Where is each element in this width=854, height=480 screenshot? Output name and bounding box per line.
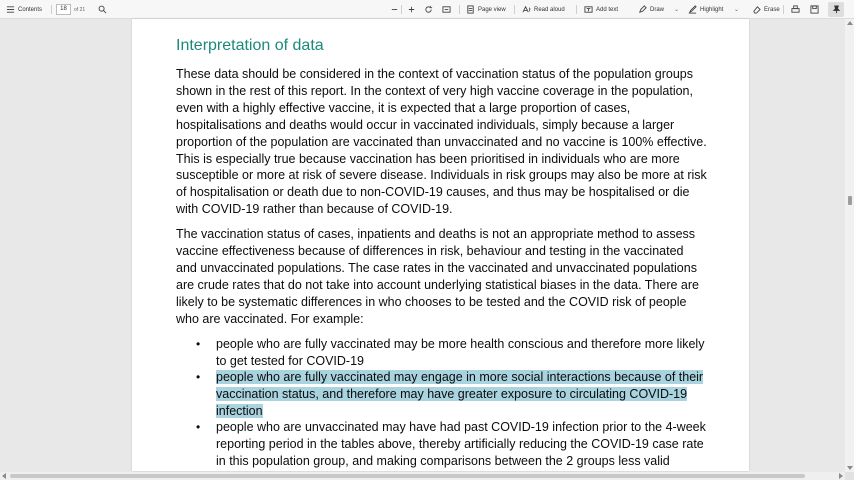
text-line: This is especially true because vaccination has been prioritised in individuals who are more — [176, 151, 680, 166]
zoom-out-button[interactable] — [390, 0, 399, 19]
text-line: shown in the rest of this report. In the context of very high vaccine coverage in the population, — [176, 83, 693, 98]
horizontal-scrollbar[interactable] — [0, 472, 845, 480]
toolbar-divider — [514, 5, 515, 14]
text-line: The vaccination status of cases, inpatients and deaths is not an appropriate method to assess — [176, 227, 696, 242]
text-line: proportion of the population are vaccinated than unvaccinated and no vaccine is 100% effective. — [176, 134, 707, 149]
paragraph-2 — [176, 226, 711, 327]
text-line: people who are fully vaccinated may be more health conscious and therefore more likely — [216, 336, 705, 351]
text-line: of hospitalisation or death due to non-COVID-19 causes, and thus may be hospitalised or die — [176, 185, 690, 200]
list-item — [196, 419, 711, 470]
page-view-icon — [466, 5, 475, 14]
highlight-button[interactable] — [688, 0, 723, 19]
chevron-down-icon: ⌄ — [674, 7, 680, 13]
read-aloud-button[interactable] — [522, 0, 565, 19]
scroll-up-arrow-icon[interactable] — [847, 21, 853, 25]
text-line: and unvaccinated populations. The case rates in the vaccinated and unvaccinated populations — [176, 260, 697, 275]
page-view-label: Page view — [478, 6, 506, 13]
add-text-icon — [584, 5, 593, 14]
text-line: with COVID-19 rather than because of COVID-19. — [176, 202, 453, 217]
save-icon — [810, 5, 819, 14]
erase-label: Erase — [764, 6, 780, 13]
print-icon — [791, 5, 800, 14]
toolbar-divider — [459, 5, 460, 14]
draw-label: Draw — [650, 6, 665, 13]
text-line: in this population group, and making comparisons between the 2 groups less valid — [216, 453, 670, 468]
paragraph-1 — [176, 66, 711, 218]
list-item-highlighted — [196, 369, 711, 420]
toolbar-divider — [576, 5, 577, 14]
chevron-down-icon: ⌄ — [734, 7, 740, 13]
zoom-in-icon — [407, 5, 416, 14]
contents-button[interactable] — [6, 0, 42, 19]
draw-options-dropdown[interactable] — [674, 0, 679, 19]
text-line: These data should be considered in the context of vaccination status of the population groups — [176, 67, 694, 81]
pdf-toolbar — [0, 0, 854, 19]
erase-icon — [752, 5, 761, 14]
text-line: who are vaccinated. For example: — [176, 311, 364, 326]
toolbar-divider — [783, 5, 784, 14]
fit-page-button[interactable] — [442, 0, 451, 19]
add-text-label: Add text — [596, 6, 619, 13]
bullet-icon: • — [196, 419, 201, 434]
page-number-input[interactable]: 18 — [56, 4, 71, 15]
contents-label: Contents — [18, 6, 43, 13]
section-heading: Interpretation of data — [176, 37, 324, 54]
text-line: likely to be systematic differences in who chooses to be tested and the COVID risk of people — [176, 294, 687, 309]
list-item — [196, 336, 711, 370]
page-content — [176, 35, 711, 469]
rotate-button[interactable] — [424, 0, 433, 19]
bullet-icon: • — [196, 369, 201, 384]
highlight-options-dropdown[interactable] — [734, 0, 739, 19]
vertical-scroll-thumb[interactable] — [848, 196, 852, 205]
page-total-label: of 21 — [74, 6, 86, 13]
document-page — [132, 19, 749, 471]
read-aloud-label: Read aloud — [534, 6, 565, 13]
fit-page-icon — [442, 5, 451, 14]
print-button[interactable] — [791, 0, 800, 19]
highlighted-text[interactable]: people who are fully vaccinated may engage in more social interactions because of their — [216, 369, 704, 384]
highlighted-text[interactable]: infection — [216, 403, 263, 418]
text-line: are crude rates that do not take into account underlying statistical biases in the data. There are — [176, 277, 699, 292]
scroll-right-arrow-icon[interactable] — [839, 473, 843, 479]
highlighted-text[interactable]: vaccination status, and therefore may have greater exposure to circulating COVID-19 — [216, 386, 688, 401]
horizontal-scroll-thumb[interactable] — [10, 474, 805, 478]
toolbar-divider — [401, 5, 402, 14]
pin-toolbar-button[interactable] — [828, 2, 844, 17]
rotate-icon — [424, 5, 433, 14]
text-line: to get tested for COVID-19 — [216, 353, 364, 368]
zoom-out-icon — [390, 5, 399, 14]
text-line: reporting period in the tables above, thereby artificially reducing the COVID-19 case rate — [216, 436, 704, 451]
scroll-left-arrow-icon[interactable] — [2, 473, 6, 479]
bullet-icon: • — [196, 336, 201, 351]
highlight-label: Highlight — [700, 6, 724, 13]
page-number-group — [56, 0, 85, 19]
text-line: even with a highly effective vaccine, it is expected that a large proportion of cases, — [176, 100, 631, 115]
read-aloud-icon — [522, 5, 531, 14]
text-line: vaccine effectiveness because of differences in risk, behaviour and testing in the vaccinated — [176, 244, 684, 259]
contents-list-icon — [6, 5, 15, 14]
draw-button[interactable] — [638, 0, 664, 19]
text-line: people who are unvaccinated may have had past COVID-19 infection prior to the 4-week — [216, 419, 706, 434]
pin-icon — [832, 5, 841, 14]
toolbar-divider — [51, 5, 52, 14]
scroll-down-arrow-icon[interactable] — [847, 466, 853, 470]
search-button[interactable] — [98, 0, 107, 19]
save-button[interactable] — [810, 0, 819, 19]
text-line: hospitalisations and deaths would occur in vaccinated individuals, simply because a larger — [176, 117, 675, 132]
erase-button[interactable] — [752, 0, 780, 19]
text-line: susceptible or more at risk of severe disease. Individuals in risk groups may also be more at risk — [176, 168, 707, 183]
bullet-list — [196, 336, 711, 470]
add-text-button[interactable] — [584, 0, 618, 19]
scrollbar-corner — [845, 472, 854, 480]
zoom-in-button[interactable] — [407, 0, 416, 19]
draw-icon — [638, 5, 647, 14]
vertical-scrollbar[interactable] — [845, 19, 854, 472]
highlight-icon — [688, 5, 697, 14]
search-icon — [98, 5, 107, 14]
page-view-button[interactable] — [466, 0, 506, 19]
